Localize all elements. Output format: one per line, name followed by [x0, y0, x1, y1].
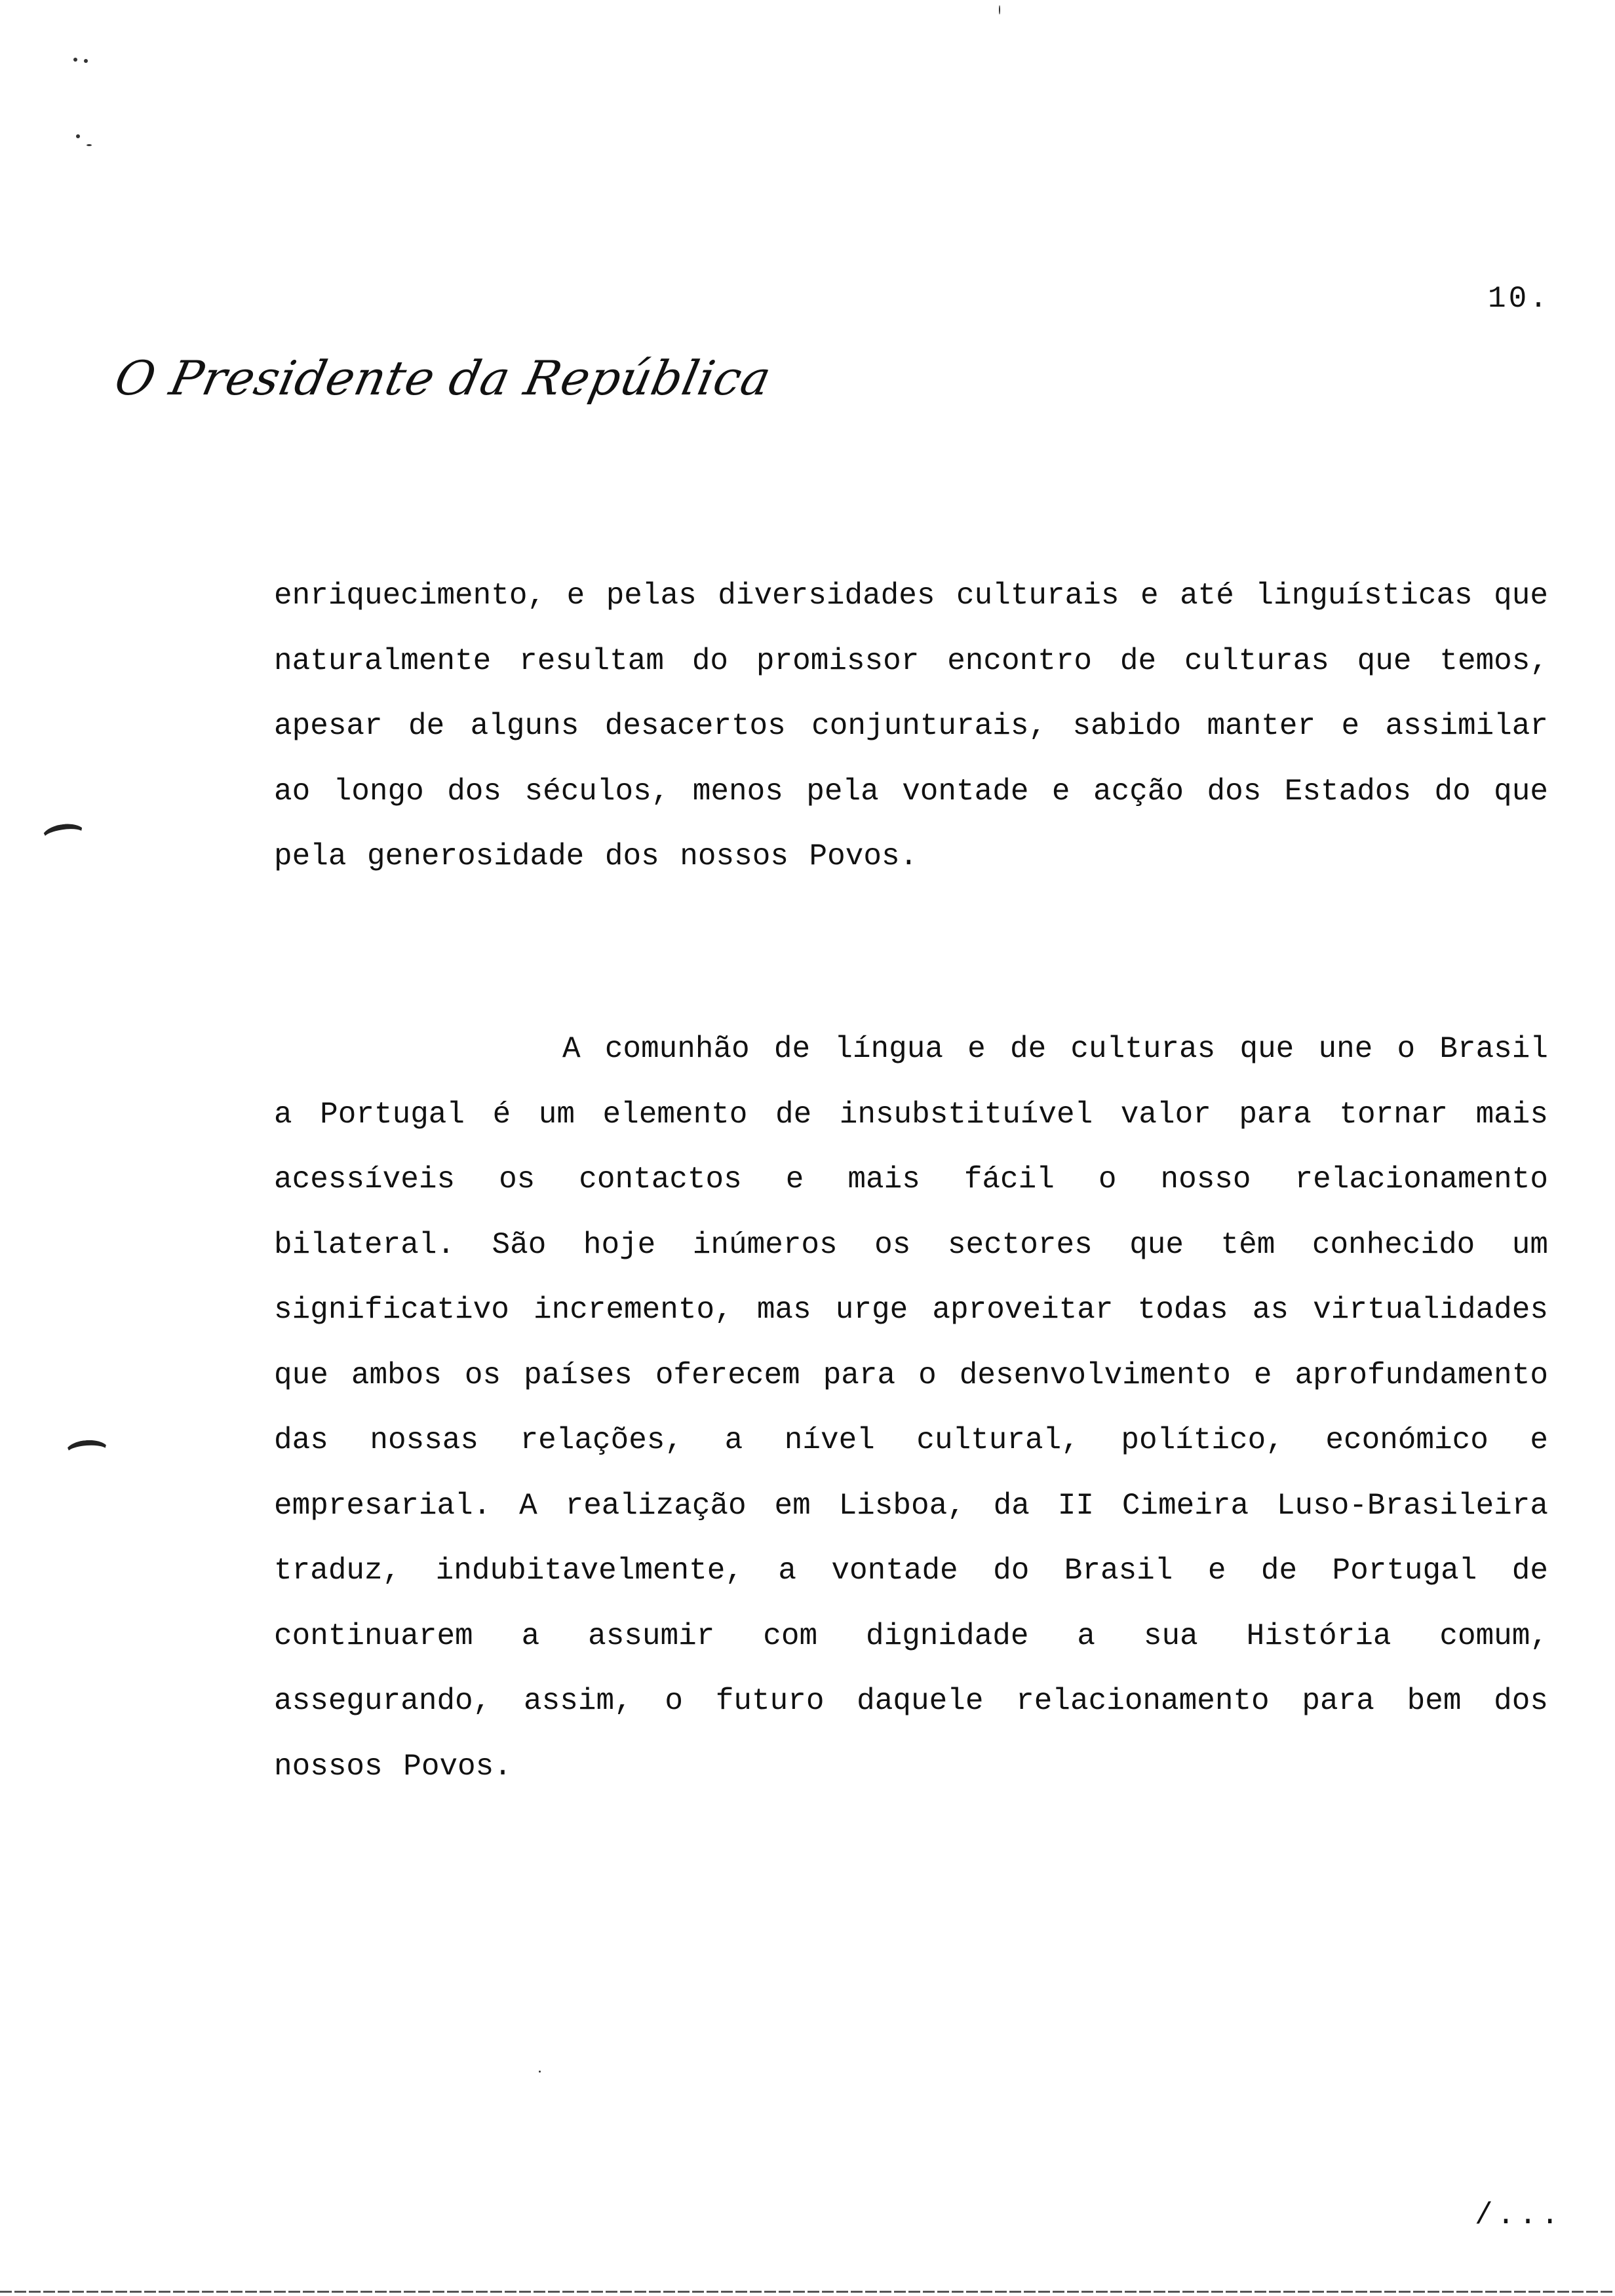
- page-bottom-edge: [0, 2291, 1615, 2293]
- punch-hole-mark-icon: [65, 1439, 109, 1464]
- letterhead-title: O Presidente da República: [110, 351, 777, 406]
- scan-speck: [76, 134, 80, 138]
- body-paragraph: A comunhão de língua e de culturas que une o Brasil a Portugal é um elemento de insubstituível valor para tornar mais acessíveis os contactos e mais fácil o nosso relacionamento bilateral. São hoje inúmeros os sectores que têm conhecido um significativo incremento, mas urge aproveitar todas as virtualidades que ambos os países oferecem para o desenvolvimento e aprofundamento das nossas relações, a nível cultural, político, económico e empresarial. A realização em Lisboa, da II Cimeira Luso-Brasileira traduz, indubitavelmente, a vontade do Brasil e de Portugal de continuarem a assumir com dignidade a sua História comum, assegurando, assim, o futuro daquele relacionamento para bem dos nossos Povos.: [274, 1032, 1548, 1784]
- punch-hole-mark-icon: [41, 822, 87, 850]
- body-paragraph: enriquecimento, e pelas diversidades culturais e até linguísticas que naturalmente resultam do promissor encontro de culturas que temos, apesar de alguns desacertos conjunturais, sabido manter e assimilar ao longo dos séculos, menos pela vontade e acção dos Estados do que pela generosidade dos nossos Povos.: [274, 579, 1548, 873]
- scan-speck: [73, 58, 77, 62]
- scan-speck: [84, 59, 88, 63]
- scan-speck: [539, 2071, 541, 2073]
- scan-speck: [999, 5, 1000, 14]
- page-number: 10.: [1488, 282, 1550, 316]
- continuation-marker: /...: [1475, 2198, 1563, 2232]
- scan-speck: [87, 144, 92, 146]
